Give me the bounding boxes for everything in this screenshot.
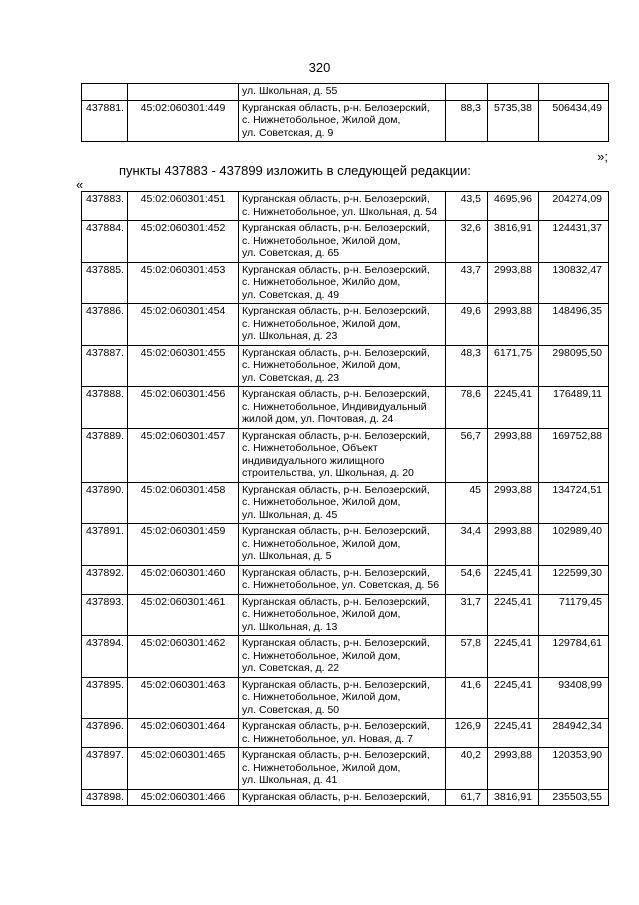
row-number-cell: 437883. bbox=[82, 192, 128, 221]
area-cell: 56,7 bbox=[446, 428, 488, 482]
address-line: ул. Советская, д. 65 bbox=[242, 247, 340, 259]
row-number-cell: 437884. bbox=[82, 221, 128, 263]
unit-value-cell: 3816,91 bbox=[488, 221, 539, 263]
address-cell bbox=[239, 84, 446, 101]
area-cell: 32,6 bbox=[446, 221, 488, 263]
area-cell: 57,8 bbox=[446, 636, 488, 678]
address-line: ул. Школьная, д. 13 bbox=[242, 620, 338, 633]
row-number-cell: 437898. bbox=[82, 789, 128, 806]
cadastral-number-cell: 45:02:060301:461 bbox=[128, 594, 239, 636]
cadastral-number-cell: 45:02:060301:464 bbox=[128, 719, 239, 748]
address-line: ул. Школьная, д. 5 bbox=[242, 550, 332, 562]
address-cell bbox=[239, 345, 446, 387]
unit-value-cell: 2245,41 bbox=[488, 594, 539, 636]
unit-value-cell: 2245,41 bbox=[488, 636, 539, 678]
area-cell: 126,9 bbox=[446, 719, 488, 748]
address-line: Курганская область, р-н. Белозерский, bbox=[242, 101, 430, 114]
address-line: Курганская область, р-н. Белозерский, bbox=[242, 222, 430, 234]
cadastral-number-cell: 45:02:060301:463 bbox=[128, 677, 239, 719]
address-cell bbox=[239, 221, 446, 263]
address-line: ул. Советская, д. 9 bbox=[242, 126, 334, 139]
cadastral-value-cell: 71179,45 bbox=[539, 594, 609, 636]
cadastral-value-cell: 506434,49 bbox=[539, 100, 609, 142]
address-line: с. Нижнетобольное, ул. Советская, д. 56 bbox=[242, 579, 440, 591]
cadastral-value-cell: 130832,47 bbox=[539, 262, 609, 304]
area-cell: 49,6 bbox=[446, 304, 488, 346]
address-line: Курганская область, р-н. Белозерский, bbox=[242, 637, 430, 649]
address-cell bbox=[239, 262, 446, 304]
area-cell: 61,7 bbox=[446, 789, 488, 806]
address-cell bbox=[239, 594, 446, 636]
address-line: Курганская область, р-н. Белозерский, bbox=[242, 525, 430, 537]
unit-value-cell: 3816,91 bbox=[488, 789, 539, 806]
address-cell bbox=[239, 789, 446, 806]
table-row bbox=[82, 482, 609, 524]
row-number-cell: 437891. bbox=[82, 524, 128, 566]
address-line: с. Нижнетобольное, Жилой дом, bbox=[242, 359, 401, 371]
cadastral-value-cell: 284942,34 bbox=[539, 719, 609, 748]
row-number-cell: 437897. bbox=[82, 748, 128, 790]
table-continued bbox=[81, 83, 609, 142]
address-line: с. Нижнетобольное, ул. Школьная, д. 54 bbox=[242, 205, 438, 218]
cadastral-number-cell: 45:02:060301:455 bbox=[128, 345, 239, 387]
cadastral-value-cell: 148496,35 bbox=[539, 304, 609, 346]
address-cell bbox=[239, 100, 446, 142]
cadastral-number-cell: 45:02:060301:459 bbox=[128, 524, 239, 566]
cadastral-value-cell: 122599,30 bbox=[539, 565, 609, 594]
address-line: с. Нижнетобольное, Жилой дом, bbox=[242, 234, 401, 247]
address-cell bbox=[239, 677, 446, 719]
address-line: Курганская область, р-н. Белозерский, bbox=[242, 595, 430, 608]
table-row bbox=[82, 192, 609, 221]
address-line: Курганская область, р-н. Белозерский, bbox=[242, 346, 430, 359]
area-cell: 48,3 bbox=[446, 345, 488, 387]
unit-value-cell: 2993,88 bbox=[488, 482, 539, 524]
area-cell: 43,7 bbox=[446, 262, 488, 304]
unit-value-cell: 2245,41 bbox=[488, 565, 539, 594]
address-line: с. Нижнетобольное, Жилой дом, bbox=[242, 761, 401, 774]
table-row bbox=[82, 524, 609, 566]
cadastral-value-cell: 204274,09 bbox=[539, 192, 609, 221]
address-line: строительства, ул. Школьная, д. 20 bbox=[242, 467, 414, 479]
table-row bbox=[82, 636, 609, 678]
address-line: Курганская область, р-н. Белозерский, bbox=[242, 790, 430, 803]
unit-value-cell: 2993,88 bbox=[488, 524, 539, 566]
address-line: Курганская область, р-н. Белозерский, bbox=[242, 720, 430, 732]
cadastral-number-cell: 45:02:060301:457 bbox=[128, 428, 239, 482]
address-line: Курганская область, р-н. Белозерский, bbox=[242, 483, 430, 496]
table-row bbox=[82, 84, 609, 101]
table-row bbox=[82, 789, 609, 806]
unit-value-cell bbox=[488, 84, 539, 101]
table-row bbox=[82, 677, 609, 719]
table-row bbox=[82, 748, 609, 790]
cadastral-number-cell: 45:02:060301:452 bbox=[128, 221, 239, 263]
cadastral-number-cell: 45:02:060301:454 bbox=[128, 304, 239, 346]
cadastral-number-cell: 45:02:060301:453 bbox=[128, 262, 239, 304]
address-line: ул. Советская, д. 23 bbox=[242, 371, 340, 384]
address-cell bbox=[239, 192, 446, 221]
area-cell: 40,2 bbox=[446, 748, 488, 790]
address-cell bbox=[239, 387, 446, 429]
cadastral-value-cell: 120353,90 bbox=[539, 748, 609, 790]
address-line: Курганская область, р-н. Белозерский, bbox=[242, 388, 430, 400]
table-row bbox=[82, 719, 609, 748]
unit-value-cell: 2993,88 bbox=[488, 748, 539, 790]
table-row bbox=[82, 387, 609, 429]
cadastral-value-cell: 298095,50 bbox=[539, 345, 609, 387]
area-cell: 41,6 bbox=[446, 677, 488, 719]
row-number-cell bbox=[82, 84, 128, 101]
unit-value-cell: 5735,38 bbox=[488, 100, 539, 142]
table-amended-body bbox=[82, 192, 609, 806]
row-number-cell: 437886. bbox=[82, 304, 128, 346]
address-line: Курганская область, р-н. Белозерский, bbox=[242, 305, 430, 317]
closing-quote: »; bbox=[597, 149, 608, 164]
cadastral-number-cell: 45:02:060301:456 bbox=[128, 387, 239, 429]
unit-value-cell: 2245,41 bbox=[488, 677, 539, 719]
address-line: Курганская область, р-н. Белозерский, bbox=[242, 193, 430, 205]
address-line: ул. Школьная, д. 45 bbox=[242, 508, 338, 521]
table-row bbox=[82, 100, 609, 142]
cadastral-number-cell: 45:02:060301:462 bbox=[128, 636, 239, 678]
address-line: с. Нижнетобольное, Жилой дом, bbox=[242, 691, 401, 703]
row-number-cell: 437888. bbox=[82, 387, 128, 429]
table-row bbox=[82, 345, 609, 387]
area-cell: 43,5 bbox=[446, 192, 488, 221]
cadastral-value-cell: 235503,55 bbox=[539, 789, 609, 806]
unit-value-cell: 2245,41 bbox=[488, 719, 539, 748]
address-line: Курганская область, р-н. Белозерский, bbox=[242, 263, 430, 276]
amendment-instruction: пункты 437883 - 437899 изложить в следующей редакции: bbox=[119, 163, 471, 178]
address-cell bbox=[239, 748, 446, 790]
opening-quote: « bbox=[76, 177, 84, 192]
area-cell: 54,6 bbox=[446, 565, 488, 594]
cadastral-value-cell: 93408,99 bbox=[539, 677, 609, 719]
address-cell bbox=[239, 524, 446, 566]
unit-value-cell: 2993,88 bbox=[488, 428, 539, 482]
row-number-cell: 437881. bbox=[82, 100, 128, 142]
address-line: с. Нижнетобольное, Жилой дом, bbox=[242, 317, 401, 330]
cadastral-value-cell: 169752,88 bbox=[539, 428, 609, 482]
cadastral-number-cell: 45:02:060301:451 bbox=[128, 192, 239, 221]
table-row bbox=[82, 428, 609, 482]
cadastral-number-cell: 45:02:060301:460 bbox=[128, 565, 239, 594]
unit-value-cell: 2993,88 bbox=[488, 304, 539, 346]
table-continued-body bbox=[82, 84, 609, 142]
row-number-cell: 437887. bbox=[82, 345, 128, 387]
row-number-cell: 437896. bbox=[82, 719, 128, 748]
cadastral-value-cell: 129784,61 bbox=[539, 636, 609, 678]
area-cell: 45 bbox=[446, 482, 488, 524]
row-number-cell: 437892. bbox=[82, 565, 128, 594]
address-line: с. Нижнетобольное, Объект bbox=[242, 442, 378, 454]
address-cell bbox=[239, 719, 446, 748]
cadastral-number-cell: 45:02:060301:458 bbox=[128, 482, 239, 524]
address-line: Курганская область, р-н. Белозерский, bbox=[242, 678, 430, 691]
unit-value-cell: 4695,96 bbox=[488, 192, 539, 221]
address-line: Курганская область, р-н. Белозерский, bbox=[242, 749, 430, 761]
address-line: ул. Советская, д. 22 bbox=[242, 662, 340, 674]
unit-value-cell: 2993,88 bbox=[488, 262, 539, 304]
cadastral-number-cell: 45:02:060301:465 bbox=[128, 748, 239, 790]
table-row bbox=[82, 565, 609, 594]
address-line: с. Нижнетобольное, ул. Новая, д. 7 bbox=[242, 732, 413, 745]
area-cell: 34,4 bbox=[446, 524, 488, 566]
unit-value-cell: 6171,75 bbox=[488, 345, 539, 387]
address-line: с. Нижнетобольное, Жилой дом, bbox=[242, 649, 401, 662]
table-amended bbox=[81, 191, 609, 806]
table-row bbox=[82, 594, 609, 636]
cadastral-value-cell bbox=[539, 84, 609, 101]
row-number-cell: 437889. bbox=[82, 428, 128, 482]
address-line: жилой дом, ул. Почтовая, д. 24 bbox=[242, 413, 394, 425]
row-number-cell: 437885. bbox=[82, 262, 128, 304]
cadastral-number-cell: 45:02:060301:466 bbox=[128, 789, 239, 806]
area-cell: 88,3 bbox=[446, 100, 488, 142]
cadastral-value-cell: 134724,51 bbox=[539, 482, 609, 524]
address-line: ул. Школьная, д. 55 bbox=[242, 85, 338, 97]
page-number: 320 bbox=[308, 60, 331, 75]
address-cell bbox=[239, 636, 446, 678]
address-line: индивидуального жилищного bbox=[242, 454, 385, 467]
address-cell bbox=[239, 565, 446, 594]
area-cell: 78,6 bbox=[446, 387, 488, 429]
cadastral-number-cell: 45:02:060301:449 bbox=[128, 100, 239, 142]
area-cell bbox=[446, 84, 488, 101]
table-row bbox=[82, 304, 609, 346]
table-row bbox=[82, 262, 609, 304]
address-line: Курганская область, р-н. Белозерский, bbox=[242, 429, 430, 442]
address-cell bbox=[239, 428, 446, 482]
address-cell bbox=[239, 482, 446, 524]
cadastral-value-cell: 124431,37 bbox=[539, 221, 609, 263]
address-line: с. Нижнетобольное, Жилой дом, bbox=[242, 537, 401, 550]
address-line: ул. Советская, д. 49 bbox=[242, 288, 340, 301]
address-line: с. Нижнетобольное, Жилой дом, bbox=[242, 496, 401, 508]
area-cell: 31,7 bbox=[446, 594, 488, 636]
address-cell bbox=[239, 304, 446, 346]
address-line: с. Нижнетобольное, Жилой дом, bbox=[242, 114, 401, 126]
row-number-cell: 437895. bbox=[82, 677, 128, 719]
address-line: ул. Школьная, д. 41 bbox=[242, 774, 338, 786]
unit-value-cell: 2245,41 bbox=[488, 387, 539, 429]
address-line: ул. Советская, д. 50 bbox=[242, 703, 340, 716]
cadastral-number-cell bbox=[128, 84, 239, 101]
cadastral-value-cell: 176489,11 bbox=[539, 387, 609, 429]
cadastral-value-cell: 102989,40 bbox=[539, 524, 609, 566]
address-line: с. Нижнетобольное, Жилйо дом, bbox=[242, 276, 401, 288]
address-line: с. Нижнетобольное, Жилой дом, bbox=[242, 608, 401, 620]
address-line: с. Нижнетобольное, Индивидуальный bbox=[242, 400, 427, 413]
row-number-cell: 437893. bbox=[82, 594, 128, 636]
address-line: ул. Школьная, д. 23 bbox=[242, 330, 338, 342]
table-row bbox=[82, 221, 609, 263]
row-number-cell: 437894. bbox=[82, 636, 128, 678]
row-number-cell: 437890. bbox=[82, 482, 128, 524]
address-line: Курганская область, р-н. Белозерский, bbox=[242, 566, 430, 579]
